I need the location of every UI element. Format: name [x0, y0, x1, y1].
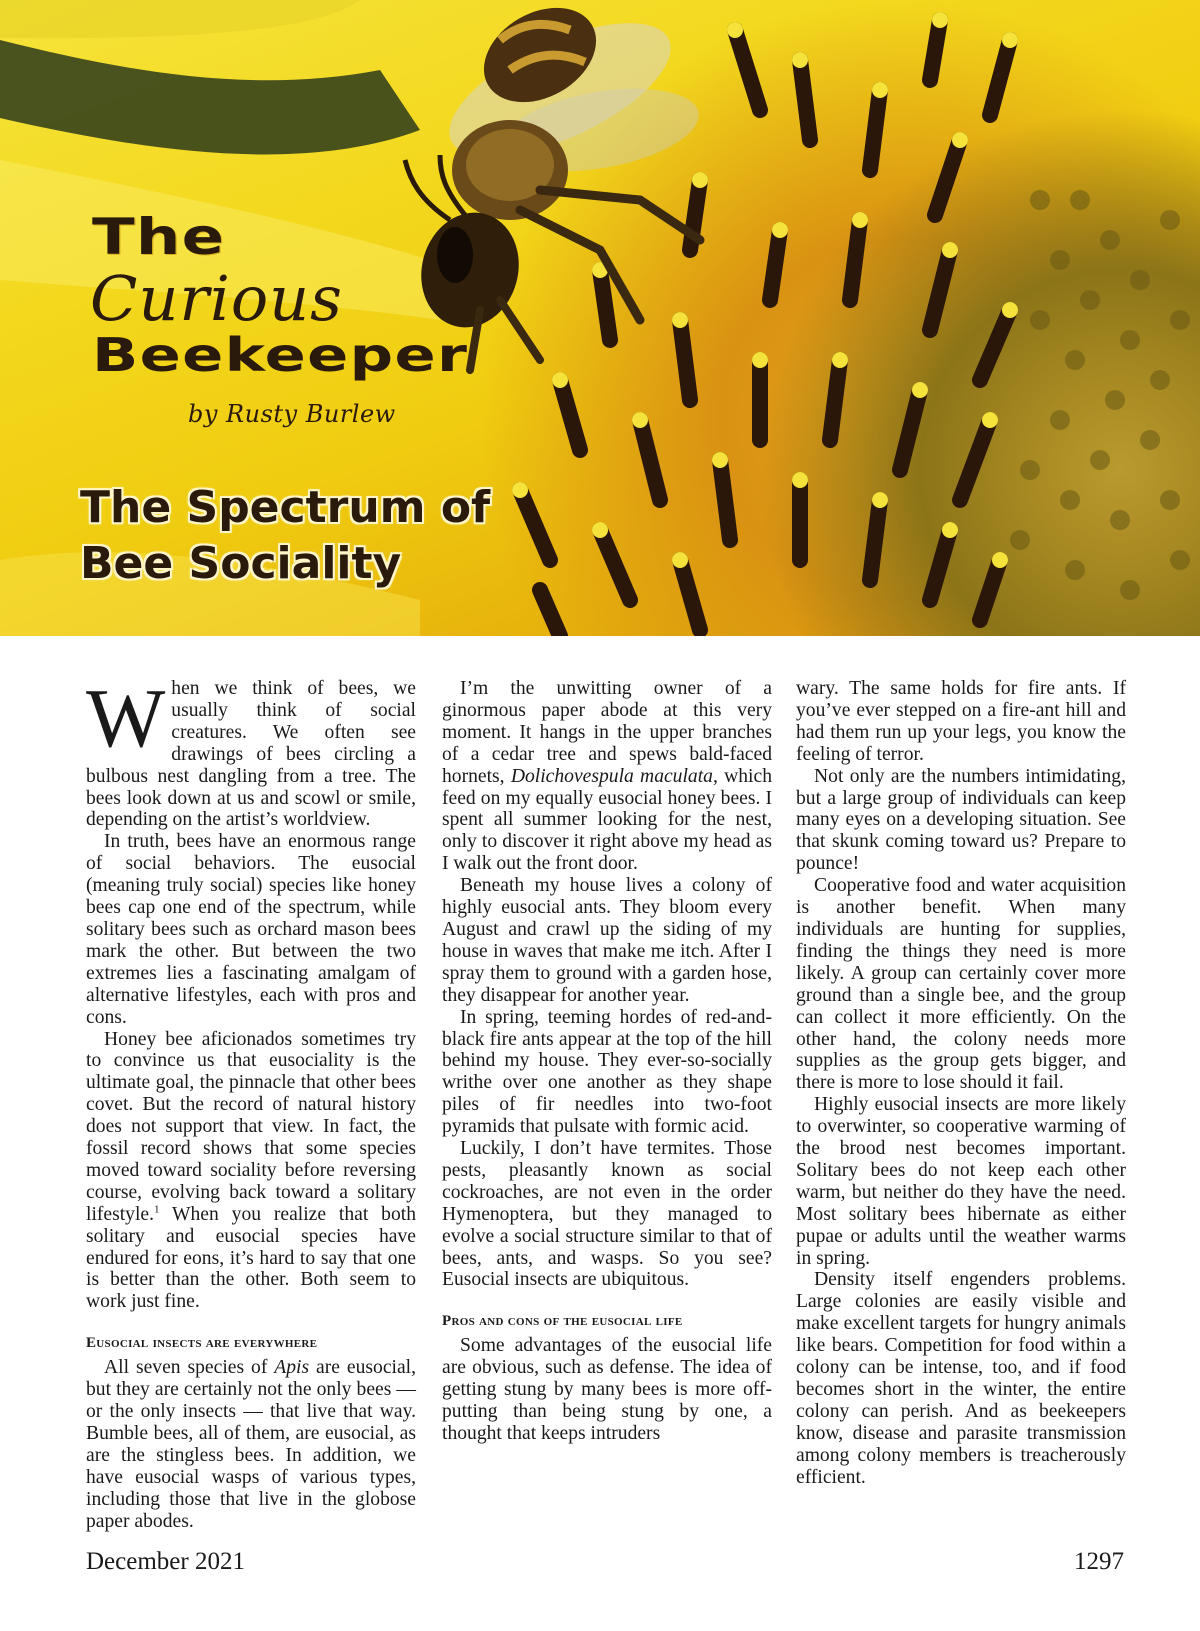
headline-line-2: Bee Sociality	[80, 538, 402, 589]
paragraph: Not only are the numbers intimidating, but a large group of individuals can keep many eyes on a developing situation. See that skunk coming toward us? Prepare to pounce!	[796, 765, 1126, 875]
paragraph: Luckily, I don’t have termites. Those pests, pleasantly known as social cockroaches, are not even in the order Hymenoptera, but they managed to evolve a social structure similar to that of bees, ants, and wasps. So you see? Eusocial insects are ubiquitous.	[442, 1138, 772, 1291]
paragraph-text: hen we think of bees, we usually think of social creatures. We often see drawings of bees circling a bulbous nest dangling from a tree. The bees look down at us and scowl or smile, depending on the artist’s worldview.	[86, 678, 416, 831]
footnote-ref: 1	[154, 1203, 160, 1216]
author-byline: by Rusty Burlew	[188, 400, 396, 428]
genus-name: Apis	[274, 1357, 310, 1379]
paragraph-text: Honey bee aficionados sometimes try to convince us that eusociality is the ultimate goal, the pinnacle that other bees covet. But the record of natural history does not support that view. In fact, the fossil record shows that some species moved toward sociality before reversing course, evolving back toward a solitary lifestyle.	[86, 1028, 416, 1225]
series-title-curious: Curious	[90, 262, 343, 335]
paragraph: Cooperative food and water acquisition is another benefit. When many individuals are hunting for supplies, finding the things they need is more likely. A group can certainly cover more ground than a single bee, and the group can collect it more efficiently. On the other hand, the colony needs more supplies as the group gets bigger, and there is more to lose should it fail.	[796, 875, 1126, 1094]
paragraph	[442, 678, 772, 875]
paragraph-text: I’m the unwitting owner of a ginormous paper abode at this very moment. It hangs in the upper branches of a cedar tree and spews bald-faced hornets,	[442, 678, 772, 787]
paragraph: wary. The same holds for fire ants. If you’ve ever stepped on a fire-ant hill and had them run up your legs, you know the feeling of terror.	[796, 678, 1126, 765]
hero-banner	[0, 0, 1200, 636]
paragraph-text: When you realize that both solitary and eusocial species have endured for eons, it’s hard to say that one is better than the other. Both seem to work just fine.	[86, 1203, 416, 1313]
paragraph: In truth, bees have an enormous range of social behaviors. The eusocial (meaning truly social) species like honey bees cap one end of the spectrum, while solitary bees such as orchard mason bees mark the other. But between the two extremes lies a fascinating amalgam of alternative lifestyles, each with pros and cons.	[86, 831, 416, 1028]
paragraph: Density itself engenders problems. Large colonies are easily visible and make excellent targets for hungry animals like bears. Competition for food within a colony can be intense, too, and if food becomes short in the winter, the entire colony can perish. And as beekeepers know, disease and parasite transmission among colony members is treacherously efficient.	[796, 1269, 1126, 1488]
section-heading: Eusocial insects are everywhere	[86, 1335, 318, 1352]
paragraph: Beneath my house lives a colony of highly eusocial ants. They bloom every August and crawl up the siding of my house in waves that make me itch. After I spray them to ground with a garden hose, they disappear for another year.	[442, 875, 772, 1006]
issue-date: December 2021	[86, 1548, 245, 1575]
paragraph	[86, 672, 416, 831]
column-3	[796, 678, 1126, 1489]
paragraph	[86, 1357, 416, 1532]
paragraph-text: which feed on my equally eusocial honey bees. I spent all summer looking for the nest, only to discover it right above my head as I walk out the front door.	[442, 765, 772, 875]
paragraph: In spring, teeming hordes of red-and-black fire ants appear at the top of the hill behind my house. They ever-so-socially writhe over one another as they shape piles of fir needles into two-foot pyramids that pulsate with formic acid.	[442, 1006, 772, 1138]
paragraph: Some advantages of the eusocial life are obvious, such as defense. The idea of getting stung by many bees is more off-putting than being stung by one, a thought that keeps intruders	[442, 1335, 772, 1444]
article-headline	[80, 480, 600, 592]
column-1	[86, 672, 416, 1532]
paragraph-text: are eusocial, but they are certainly not the only bees — or the only insects — that live that way. Bumble bees, all of them, are eusocial, as are the stingless bees. In addition, we have eusocial wasps of various types, including those that live in the globose paper abodes.	[86, 1357, 416, 1532]
paragraph	[86, 1029, 416, 1314]
series-title-beekeeper: Beekeeper	[92, 328, 469, 382]
column-2	[442, 678, 772, 1445]
section-heading: Pros and cons of the eusocial life	[442, 1313, 683, 1330]
article-body	[86, 672, 1126, 1538]
paragraph-text: All seven species of	[104, 1357, 275, 1379]
bee-illustration	[405, 0, 705, 370]
headline-line-1: The Spectrum of	[80, 482, 491, 533]
paragraph: Highly eusocial insects are more likely to overwinter, so cooperative warming of the brood nest becomes important. Solitary bees do not keep each other warm, but neither do they have the need. Most solitary bees hibernate as either pupae or adults until the weather warms in spring.	[796, 1094, 1126, 1269]
page-number: 1297	[1074, 1548, 1124, 1575]
drop-cap: W	[86, 672, 166, 765]
species-name: Dolichovespula maculata,	[510, 765, 718, 787]
series-title-the: The	[92, 208, 226, 266]
